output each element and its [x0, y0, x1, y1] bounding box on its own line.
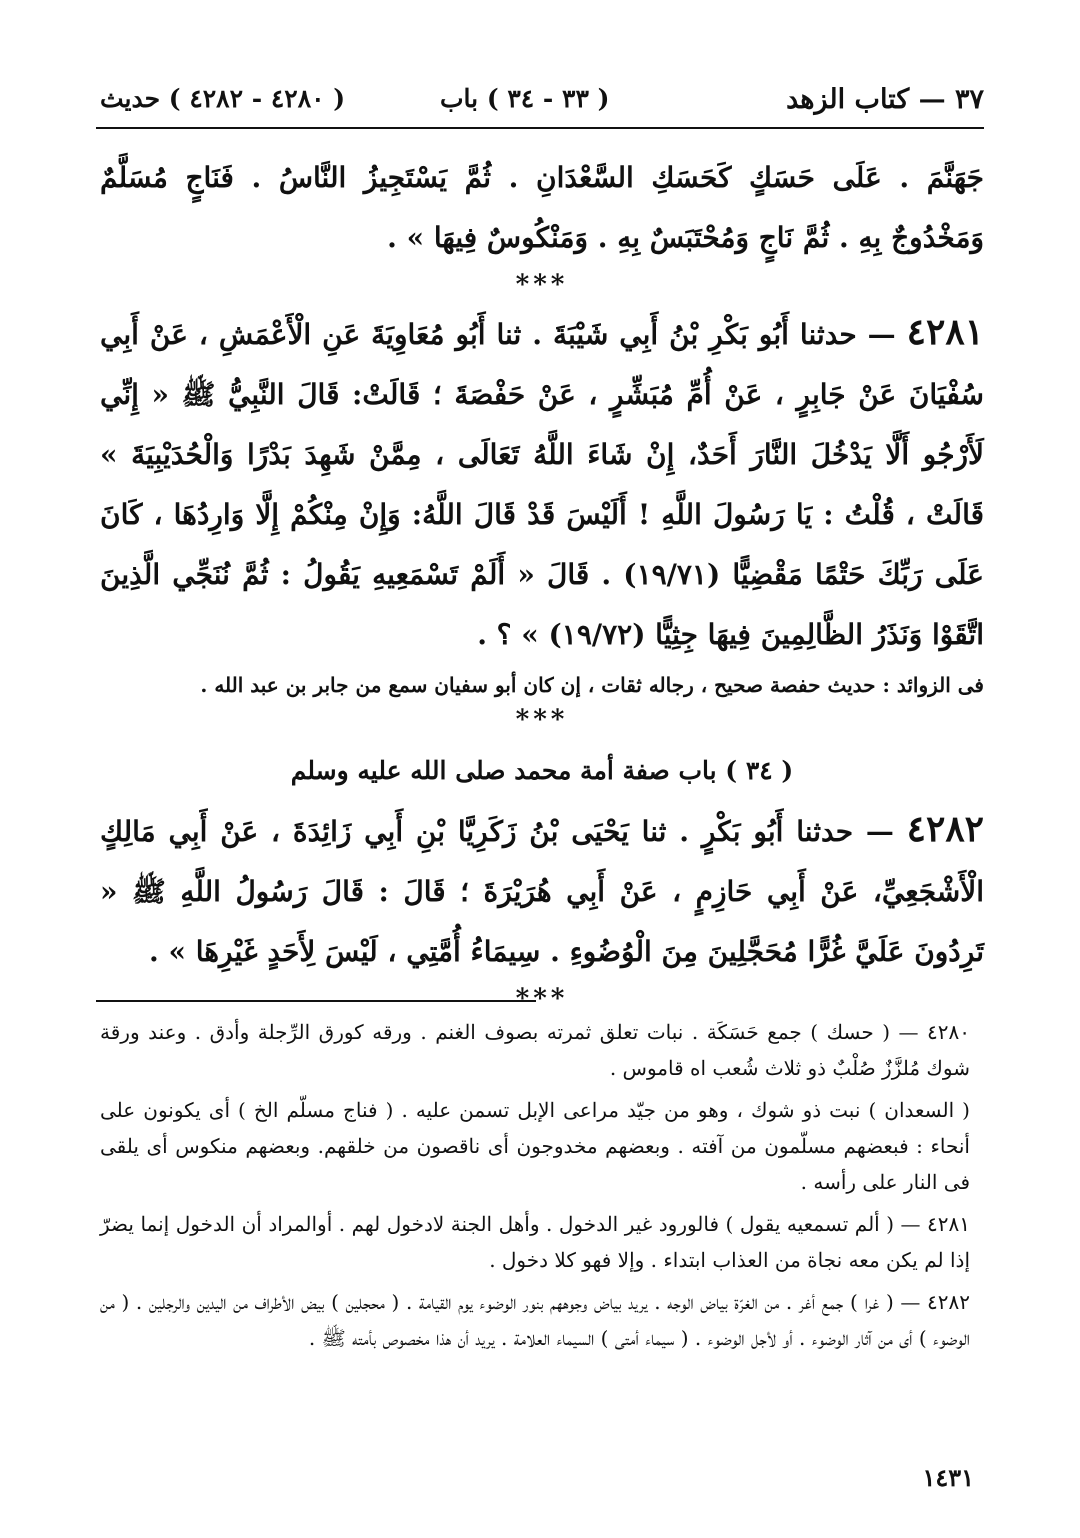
footnote: ٤٢٨١ — ( ألم تسمعيه يقول ) فالورود غير الدخول . وأهل الجنة لادخول لهم . أوالمراد أن الدخول إنما يضرّ إذا لم يكن معه نجاة من العذاب ابتداء . وإلا فهو كلا دخول .: [100, 1212, 970, 1272]
header-rule: [96, 127, 984, 129]
header-hadith-range: ( ٤٢٨٠ - ٤٢٨٢ ) حديث: [100, 84, 346, 113]
separator-stars: ***: [515, 270, 569, 300]
hadith-number: ٤٢٨٢: [906, 808, 984, 850]
footnotes: [100, 1014, 970, 1362]
separator-stars: ***: [515, 705, 569, 735]
footnote-rule: [96, 1000, 536, 1002]
separator-stars: ***: [515, 984, 569, 1014]
header-chapter-range: ( ٣٣ - ٣٤ ) باب: [440, 84, 610, 113]
hadith-4281: [100, 302, 984, 665]
footnote: ٤٢٨٢ — ( غرا ) جمع أغر . من الغرّة بياض الوجه . يريد بياض وجوههم بنور الوضوء يوم القيامة . ( محجلين ) بيض الأطراف من اليدين والرجلين . ( من الوضوء ) أى من آثار الوضوء . أو لأجل الوضوء . ( سيماء أمتى ) السيماء العلامة . يريد أن هذا مخصوص بأمته ﷺ .: [100, 1290, 970, 1350]
hadith-text: — حدثنا أَبُو بَكْرٍ . ثنا يَحْيَى بْنُ زَكَرِيَّا بْنِ أَبِي زَائِدَةَ ، عَنْ أَبِي مَالِكٍ الْأَشْجَعِيِّ، عَنْ أَبِي حَازِمٍ ، عَنْ أَبِي هُرَيْرَةَ ؛ قَالَ : قَالَ رَسُولُ اللَّهِ ﷺ « تَرِدُونَ عَلَيَّ غُرًّا مُحَجَّلِينَ مِنَ الْوُضُوءِ . سِيمَاءُ أُمَّتِي ، لَيْسَ لِأَحَدٍ غَيْرِهَا » .: [100, 815, 984, 968]
footnote: ( السعدان ) نبت ذو شوك ، وهو من جيّد مراعى الإبل تسمن عليه . ( فناج مسلّم الخ ) أى يكونون على أنحاء : فبعضهم مسلّمون من آفته . وبعضهم مخدوجون أى ناقصون من خلقهم. وبعضهم منكوس أى يلقى فى النار على رأسه .: [100, 1098, 970, 1194]
header-book-title: ٣٧ — كتاب الزهد: [786, 84, 984, 115]
hadith-4282: [100, 799, 984, 982]
chapter-title: ( ٣٤ ) باب صفة أمة محمد صلى الله عليه وسلم: [290, 756, 794, 785]
hadith-text: — حدثنا أَبُو بَكْرِ بْنُ أَبِي شَيْبَةَ . ثنا أَبُو مُعَاوِيَةَ عَنِ الْأَعْمَشِ ، عَنْ أَبِي سُفْيَانَ عَنْ جَابِرٍ ، عَنْ أُمِّ مُبَشِّرٍ ، عَنْ حَفْصَةَ ؛ قَالَتْ: قَالَ النَّبِيُّ ﷺ « إِنِّي لَأَرْجُو أَلَّا يَدْخُلَ النَّارَ أَحَدٌ، إِنْ شَاءَ اللَّهُ تَعَالَى ، مِمَّنْ شَهِدَ بَدْرًا وَالْحُدَيْبِيَةَ » قَالَتْ ، قُلْتُ : يَا رَسُولَ اللَّهِ ! أَلَيْسَ قَدْ قَالَ اللَّهُ: وَإِنْ مِنْكُمْ إِلَّا وَارِدُهَا ، كَانَ عَلَى رَبِّكَ حَتْمًا مَقْضِيًّا (١٩/٧١) . قَالَ « أَلَمْ تَسْمَعِيهِ يَقُولُ : ثُمَّ نُنَجِّي الَّذِينَ اتَّقَوْا وَنَذَرُ الظَّالِمِينَ فِيهَا جِثِيًّا (١٩/٧٢) » ؟ .: [100, 318, 984, 651]
page-number: ١٤٣١: [922, 1463, 974, 1492]
hadith-number: ٤٢٨١: [906, 311, 984, 353]
hadith-4280-continuation: جَهَنَّمَ . عَلَى حَسَكٍ كَحَسَكِ السَّعْدَانِ . ثُمَّ يَسْتَجِيزُ النَّاسُ . فَنَاجٍ مُسَلَّمٌ وَمَخْدُوجٌ بِهِ . ثُمَّ نَاجٍ وَمُحْتَبَسٌ بِهِ . وَمَنْكُوسٌ فِيهَا » .: [100, 161, 984, 254]
main-text: [100, 148, 984, 1016]
zawaid-note: فى الزوائد : حديث حفصة صحيح ، رجاله ثقات ، إن كان أبو سفيان سمع من جابر بن عبد الله .: [200, 673, 984, 697]
running-header: [100, 80, 984, 124]
footnote: ٤٢٨٠ — ( حسك ) جمع حَسَكَة . نبات تعلق ثمرته بصوف الغنم . ورقه كورق الرِّجلة وأدق . وعند ورقة شوك مُلزَّزٌ صُلْبٌ ذو ثلاث شُعب اه قاموس .: [100, 1020, 970, 1080]
